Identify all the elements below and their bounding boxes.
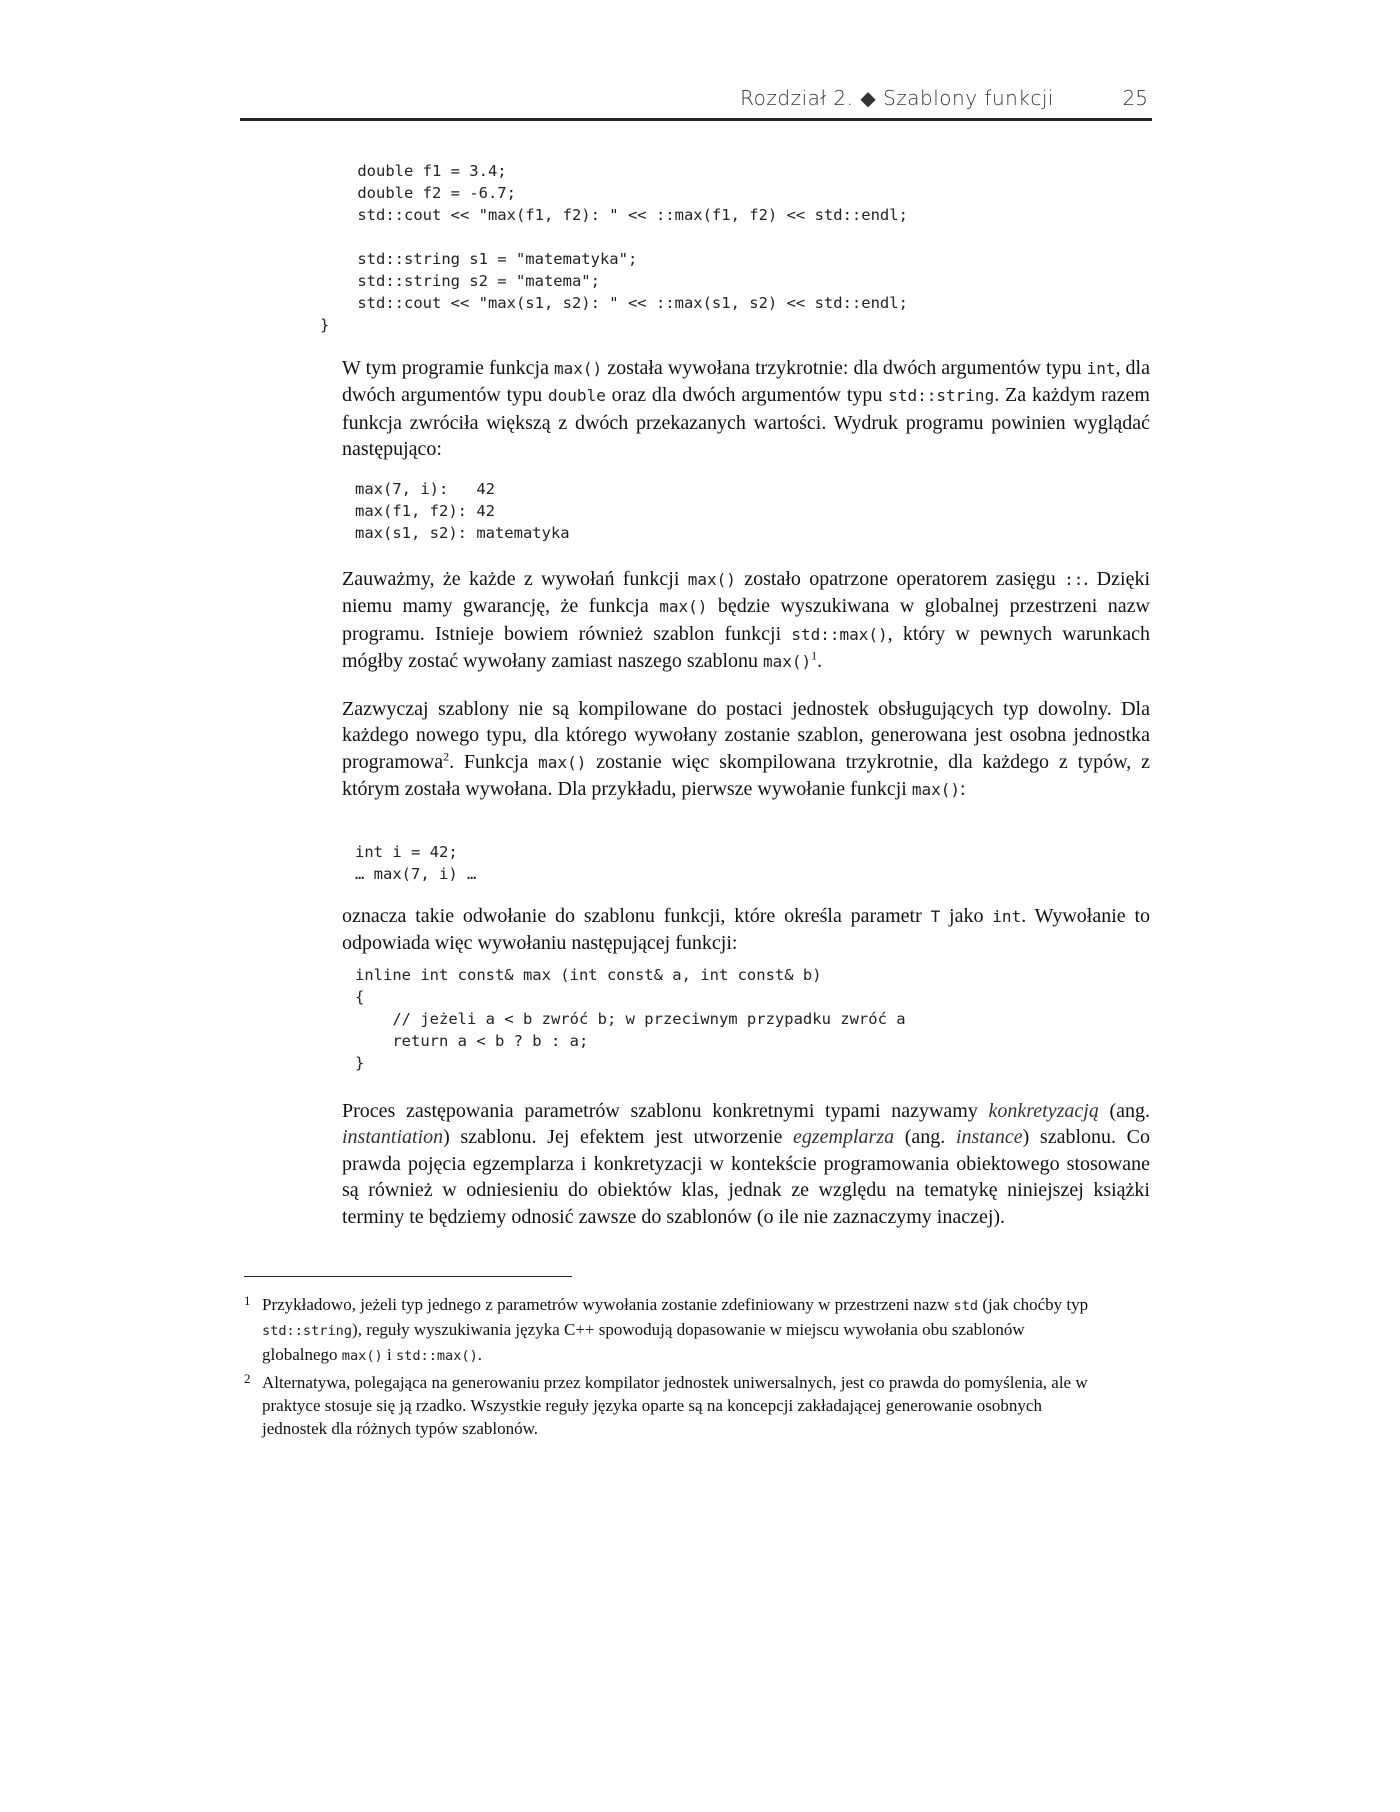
footnote-separator [244, 1276, 572, 1277]
paragraph-parameter-t: oznacza takie odwołanie do szablonu funkcji, które określa parametr T jako int. Wywołanie to odpowiada więc wywołaniu następującej funkcji: [342, 905, 1151, 955]
program-output-block: max(7, i): 42 max(f1, f2): 42 max(s1, s2): matematyka [355, 480, 570, 542]
footnote-2: 2 Alternatywa, polegająca na generowaniu przez kompilator jednostek uniwersalnych, jest co prawda do pomyślenia, ale w praktyce stosuje się ją rzadko. Wszystkie reguły języka oparte są na koncepcji zakładającej generowanie osobnych jednostek dla różnych typów szablonów. [244, 1371, 1104, 1440]
running-head-chapter: Rozdział 2. ◆ Szablony funkcji [740, 86, 1054, 110]
footnote-1: 1 Przykładowo, jeżeli typ jednego z parametrów wywołania zostanie zdefiniowany w przestrzeni nazw std (jak choćby typ std::string), reguły wyszukiwania języka C++ spowodują dopasowanie w miejscu wywołania obu szablonów globalnego max() i std::max(). [244, 1293, 1104, 1368]
footnote-2-mark: 2 [244, 1371, 251, 1386]
code-block-inline-max: inline int const& max (int const& a, int const& b) { // jeżeli a < b zwróć b; w przeciwnym przypadku zwróć a return a < b ? b : a; } [355, 966, 906, 1072]
paragraph-instantiation: Proces zastępowania parametrów szablonu konkretnymi typami nazywamy konkretyzacją (ang. instantiation) szablonu. Jej efektem jest utworzenie egzemplarza (ang. instance) szablonu. Co prawda pojęcia egzemplarza i konkretyzacji w kontekście programowania obiektowego stosowane są również w odniesieniu do obiektów klas, jednak ze względu na tematykę niniejszej książki terminy te będziemy odnosić zawsze do szablonów (o ile nie zaznaczymy inaczej). [342, 1100, 1151, 1228]
paragraph-template-compilation: Zazwyczaj szablony nie są kompilowane do postaci jednostek obsługujących typ dowolny. Dla każdego nowego typu, dla którego wywołany zostanie szablon, generowana jest osobna jednostka programowa$^2$. Funkcja max() zostanie więc skompilowana trzykrotnie, dla każdego z typów, z którym została wywołana. Dla przykładu, pierwsze wywołanie funkcji max(): [342, 698, 1150, 801]
page-header [240, 82, 1152, 121]
page-number: 25 [1122, 86, 1148, 110]
paragraph-scope-operator: Zauważmy, że każde z wywołań funkcji max() zostało opatrzone operatorem zasięgu ::. Dzięki niemu mamy gwarancję, że funkcja max() będzie wyszukiwana w globalnej przestrzeni nazw programu. Istnieje bowiem również szablon funkcji std::max(), który w pewnych warunkach mógłby zostać wywołany zamiast naszego szablonu max()$^1$. [342, 568, 1151, 673]
footnote-ref-1: 1 [811, 648, 818, 663]
code-block-main-end: double f1 = 3.4; double f2 = -6.7; std::cout << "max(f1, f2): " << ::max(f1, f2) << std::endl; std::string s1 = "matematyka"; std::string s2 = "matema"; std::cout << "max(s1, s2): " << ::max(s1, s2) << std::endl; } [320, 162, 908, 334]
paragraph-max-called-three-times: W tym programie funkcja max() została wywołana trzykrotnie: dla dwóch argumentów typu int, dla dwóch argumentów typu double oraz dla dwóch argumentów typu std::string. Za każdym razem funkcja zwróciła większą z dwóch przekazanych wartości. Wydruk programu powinien wyglądać następująco: [342, 357, 1150, 461]
code-block-call: int i = 42; … max(7, i) … [355, 843, 477, 883]
footnote-ref-2: 2 [443, 749, 450, 764]
footnote-1-mark: 1 [244, 1293, 251, 1308]
